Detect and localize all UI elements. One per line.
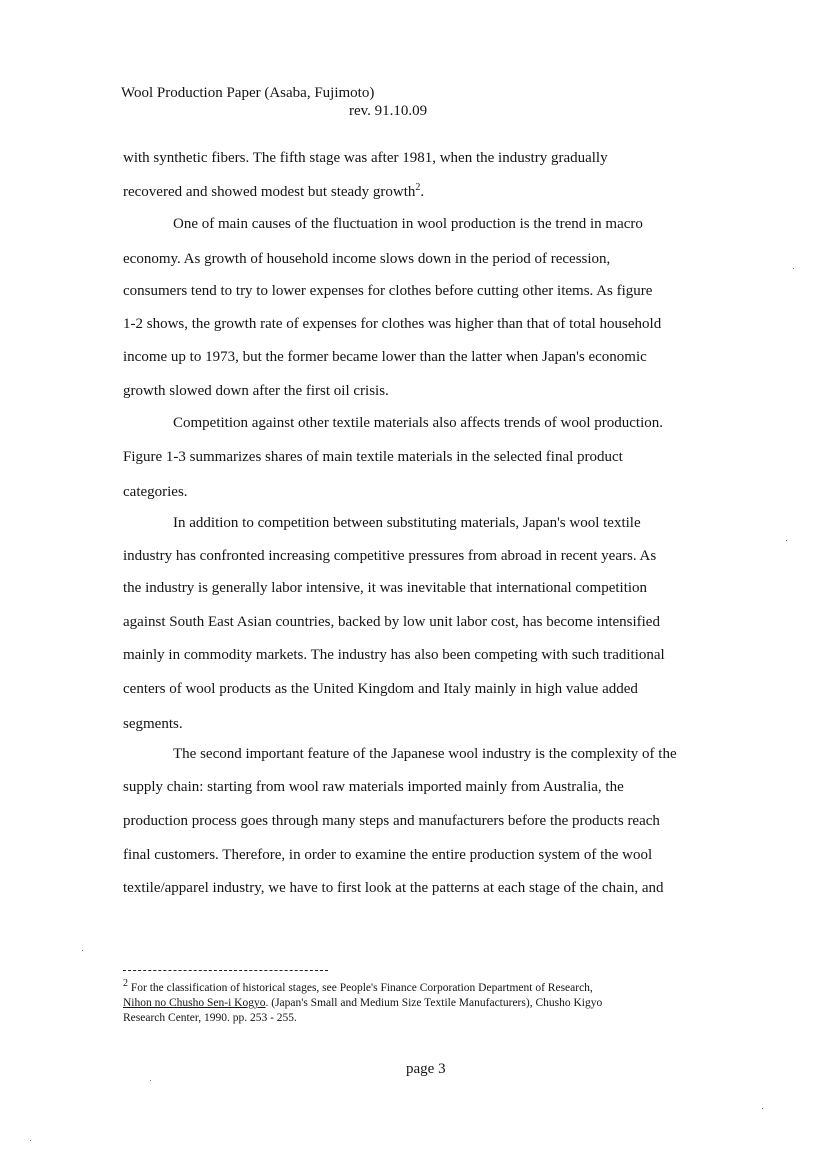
page-header bbox=[121, 84, 427, 120]
body-line: economy. As growth of household income slows down in the period of recession, bbox=[123, 251, 611, 267]
header-title: Wool Production Paper (Asaba, Fujimoto) bbox=[121, 85, 375, 101]
body-line: segments. bbox=[123, 716, 183, 732]
scan-speck bbox=[762, 1108, 763, 1109]
scan-speck bbox=[786, 540, 787, 541]
body-line: 1-2 shows, the growth rate of expenses for clothes was higher than that of total household bbox=[123, 316, 662, 332]
body-line: recovered and showed modest but steady growth$^2$. bbox=[123, 182, 425, 200]
body-line: final customers. Therefore, in order to examine the entire production system of the wool bbox=[123, 847, 653, 863]
scan-speck bbox=[30, 1140, 31, 1141]
footnote-line: $^2$ For the classification of historical stages, see People's Finance Corporation Department of Research, bbox=[123, 978, 593, 994]
body-line: supply chain: starting from wool raw materials imported mainly from Australia, the bbox=[123, 779, 624, 795]
scan-speck bbox=[793, 268, 794, 269]
body-line: mainly in commodity markets. The industry has also been competing with such traditional bbox=[123, 647, 665, 663]
body-line: Competition against other textile materials also affects trends of wool production. bbox=[173, 415, 664, 431]
body-line: industry has confronted increasing competitive pressures from abroad in recent years. As bbox=[123, 548, 657, 564]
body-line: with synthetic fibers. The fifth stage was after 1981, when the industry gradually bbox=[123, 150, 608, 166]
body-line: In addition to competition between substituting materials, Japan's wool textile bbox=[173, 515, 641, 531]
body-line: centers of wool products as the United Kingdom and Italy mainly in high value added bbox=[123, 681, 638, 697]
body-line: the industry is generally labor intensive, it was inevitable that international competition bbox=[123, 580, 648, 596]
header-revision: rev. 91.10.09 bbox=[349, 103, 428, 119]
footnote-line: Nihon no Chusho Sen-i Kogyo. (Japan's Small and Medium Size Textile Manufacturers), Chusho Kigyo bbox=[123, 997, 603, 1009]
body-line: One of main causes of the fluctuation in wool production is the trend in macro bbox=[173, 216, 643, 232]
footnote-marker: 2 bbox=[123, 978, 128, 990]
body-line: consumers tend to try to lower expenses for clothes before cutting other items. As figure bbox=[123, 283, 653, 299]
scan-speck bbox=[150, 1080, 151, 1081]
body-line: production process goes through many steps and manufacturers before the products reach bbox=[123, 813, 660, 829]
footnote-reference: 2 bbox=[415, 182, 421, 193]
body-line: against South East Asian countries, backed by low unit labor cost, has become intensified bbox=[123, 614, 660, 630]
body-line: Figure 1-3 summarizes shares of main textile materials in the selected final product bbox=[123, 449, 623, 465]
page-number: page 3 bbox=[406, 1061, 446, 1077]
scan-speck bbox=[82, 950, 83, 951]
body-line: income up to 1973, but the former became lower than the latter when Japan's economic bbox=[123, 349, 647, 365]
footnote-book-title: Nihon no Chusho Sen-i Kogyo bbox=[123, 997, 266, 1009]
body-line: growth slowed down after the first oil crisis. bbox=[123, 383, 389, 399]
body-line: textile/apparel industry, we have to first look at the patterns at each stage of the chain, and bbox=[123, 880, 664, 896]
body-line: The second important feature of the Japanese wool industry is the complexity of the bbox=[173, 746, 677, 762]
body-line: categories. bbox=[123, 484, 188, 500]
footnote-divider bbox=[123, 970, 328, 971]
footnote-line: Research Center, 1990. pp. 253 - 255. bbox=[123, 1012, 297, 1024]
